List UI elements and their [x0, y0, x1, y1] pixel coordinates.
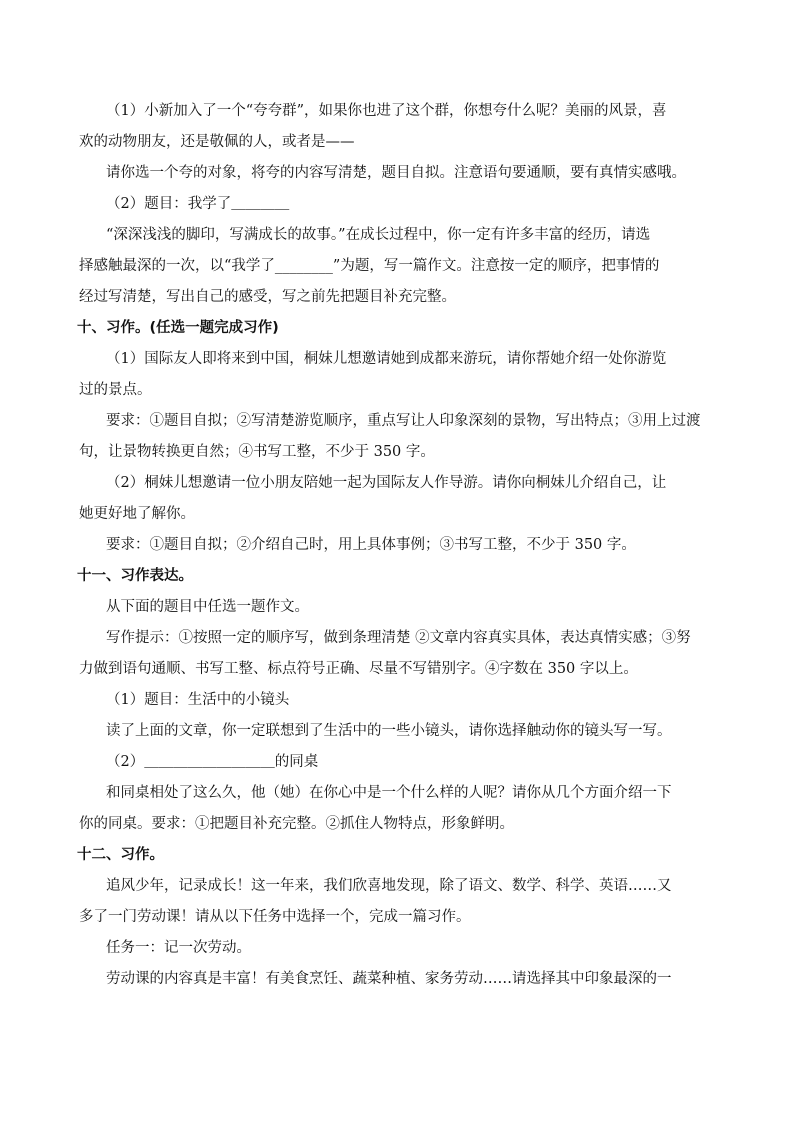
text-line: 追风少年，记录成长！这一年来，我们欣喜地发现，除了语文、数学、科学、英语……又 — [106, 878, 672, 894]
text-line: 读了上面的文章，你一定联想到了生活中的一些小镜头，请你选择触动你的镜头写一写。 — [106, 723, 672, 739]
text-line: 从下面的题目中任选一题作文。 — [106, 599, 309, 615]
text-line: 欢的动物朋友，还是敬佩的人，或者是—— — [79, 134, 355, 150]
text-line: 和同桌相处了这么久，他（她）在你心中是一个什么样的人呢？请你从几个方面介绍一下 — [106, 785, 672, 801]
text-line: 多了一门劳动课！请从以下任务中选择一个，完成一篇习作。 — [79, 909, 471, 925]
text-line: 要求：①题目自拟；②介绍自己时，用上具体事例；③书写工整，不少于 350 字。 — [106, 537, 636, 553]
text-line: （2）题目：我学了＿＿＿＿ — [106, 196, 290, 212]
text-line: 句，让景物转换更自然；④书写工整，不少于 350 字。 — [79, 444, 435, 460]
document-page — [77, 96, 722, 995]
text-line: “深深浅浅的脚印，写满成长的故事。”在成长过程中，你一定有许多丰富的经历，请选 — [106, 227, 651, 243]
text-line: 过的景点。 — [79, 382, 152, 398]
text-line: 请你选一个夸的对象，将夸的内容写清楚，题目自拟。注意语句要通顺，要有真情实感哦。 — [106, 165, 686, 181]
document-body — [77, 96, 722, 995]
text-line: 她更好地了解你。 — [79, 506, 195, 522]
text-line: 经过写清楚，写出自己的感受，写之前先把题目补充完整。 — [79, 289, 456, 305]
text-line: 力做到语句通顺、书写工整、标点符号正确、尽量不写错别字。④字数在 350 字以上。 — [79, 661, 638, 677]
section-heading: 十一、习作表达。 — [77, 568, 193, 584]
text-line: （1）国际友人即将来到中国，桐妹儿想邀请她到成都来游玩，请你帮她介绍一处你游览 — [106, 351, 667, 367]
text-line: 劳动课的内容真是丰富！有美食烹饪、蔬菜种植、家务劳动……请选择其中印象最深的一 — [106, 971, 672, 987]
text-line: 你的同桌。要求：①把题目补充完整。②抓住人物特点，形象鲜明。 — [79, 816, 514, 832]
text-line: 写作提示：①按照一定的顺序写，做到条理清楚 ②文章内容真实具体，表达真情实感；③努 — [106, 630, 691, 646]
text-line: （1）小新加入了一个“夸夸群”，如果你也进了这个群，你想夸什么呢？美丽的风景，喜 — [106, 103, 667, 119]
text-line: 任务一：记一次劳动。 — [106, 940, 251, 956]
text-line: 择感触最深的一次，以“我学了________”为题，写一篇作文。注意按一定的顺序，把事情的 — [79, 258, 660, 274]
text-line: （1）题目：生活中的小镜头 — [106, 692, 290, 708]
text-line: （2）桐妹儿想邀请一位小朋友陪她一起为国际友人作导游。请你向桐妹儿介绍自己，让 — [106, 475, 667, 491]
section-heading: 十、习作。(任选一题完成习作) — [77, 320, 279, 336]
text-line: （2）＿＿＿＿＿＿＿＿＿的同桌 — [106, 754, 319, 770]
text-line: 要求：①题目自拟；②写清楚游览顺序，重点写让人印象深刻的景物，写出特点；③用上过渡 — [106, 413, 701, 429]
section-heading: 十二、习作。 — [77, 847, 164, 863]
